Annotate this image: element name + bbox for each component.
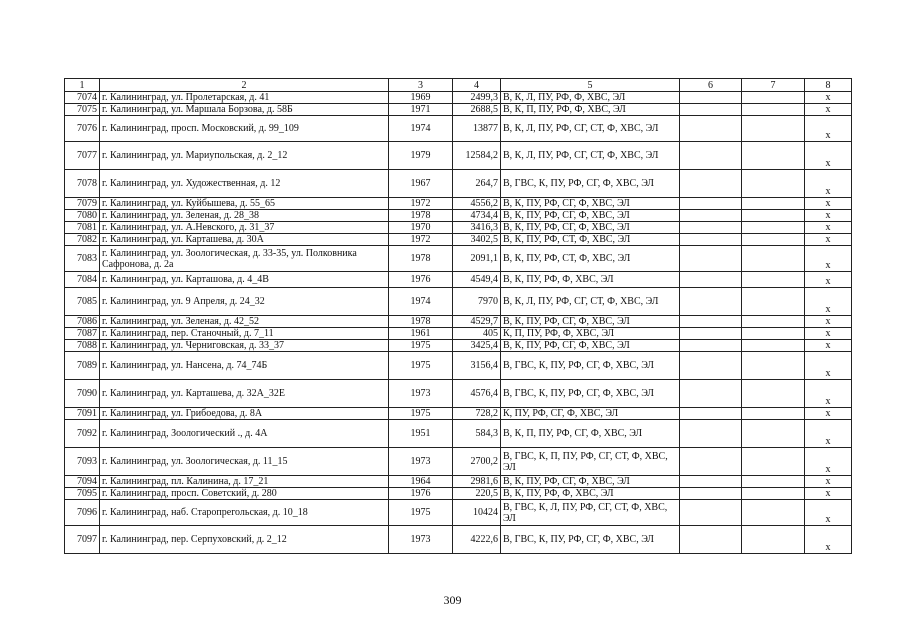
column-7-cell <box>742 104 805 116</box>
address-cell: г. Калининград, ул. Зоологическая, д. 33-35, ул. Полковника Сафронова, д. 2а <box>100 246 389 272</box>
column-7-cell <box>742 234 805 246</box>
table-row <box>65 352 852 380</box>
area-cell: 405 <box>453 328 501 340</box>
column-6-cell <box>680 246 742 272</box>
address-cell: г. Калининград, ул. Куйбышева, д. 55_65 <box>100 198 389 210</box>
address-cell: г. Калининград, ул. Зоологическая, д. 11_15 <box>100 448 389 476</box>
address-cell: г. Калининград, ул. Черниговская, д. 33_37 <box>100 340 389 352</box>
mark-x-cell: х <box>805 116 852 142</box>
table-row <box>65 380 852 408</box>
column-6-cell <box>680 198 742 210</box>
row-number-cell: 7078 <box>65 170 100 198</box>
build-year-cell: 1978 <box>389 246 453 272</box>
build-year-cell: 1978 <box>389 316 453 328</box>
area-cell: 2700,2 <box>453 448 501 476</box>
row-number-cell: 7084 <box>65 272 100 288</box>
mark-x-cell: х <box>805 198 852 210</box>
address-cell: г. Калининград, просп. Советский, д. 280 <box>100 488 389 500</box>
build-year-cell: 1978 <box>389 210 453 222</box>
mark-x-cell: х <box>805 380 852 408</box>
build-year-cell: 1974 <box>389 288 453 316</box>
table-row <box>65 234 852 246</box>
build-year-cell: 1967 <box>389 170 453 198</box>
mark-x-cell: х <box>805 210 852 222</box>
row-number-cell: 7074 <box>65 92 100 104</box>
table-row <box>65 198 852 210</box>
row-number-cell: 7093 <box>65 448 100 476</box>
header-cell: 1 <box>65 79 100 92</box>
mark-x-cell: х <box>805 352 852 380</box>
address-cell: г. Калининград, ул. Художественная, д. 12 <box>100 170 389 198</box>
area-cell: 3416,3 <box>453 222 501 234</box>
build-year-cell: 1969 <box>389 92 453 104</box>
area-cell: 4549,4 <box>453 272 501 288</box>
table-row <box>65 328 852 340</box>
address-cell: г. Калининград, пер. Станочный, д. 7_11 <box>100 328 389 340</box>
address-cell: г. Калининград, наб. Старопрегольская, д. 10_18 <box>100 500 389 526</box>
area-cell: 584,3 <box>453 420 501 448</box>
table-row <box>65 246 852 272</box>
address-cell: г. Калининград, Зоологический ., д. 4А <box>100 420 389 448</box>
build-year-cell: 1975 <box>389 352 453 380</box>
area-cell: 264,7 <box>453 170 501 198</box>
column-7-cell <box>742 448 805 476</box>
build-year-cell: 1951 <box>389 420 453 448</box>
column-6-cell <box>680 170 742 198</box>
column-6-cell <box>680 234 742 246</box>
mark-x-cell: х <box>805 526 852 554</box>
column-6-cell <box>680 288 742 316</box>
elements-list-cell: В, К, П, ПУ, РФ, Ф, ХВС, ЭЛ <box>501 104 680 116</box>
column-6-cell <box>680 448 742 476</box>
row-number-cell: 7085 <box>65 288 100 316</box>
address-cell: г. Калининград, ул. Нансена, д. 74_74Б <box>100 352 389 380</box>
elements-list-cell: В, ГВС, К, П, ПУ, РФ, СГ, СТ, Ф, ХВС, ЭЛ <box>501 448 680 476</box>
mark-x-cell: х <box>805 288 852 316</box>
row-number-cell: 7077 <box>65 142 100 170</box>
row-number-cell: 7079 <box>65 198 100 210</box>
header-row <box>65 79 852 92</box>
mark-x-cell: х <box>805 328 852 340</box>
build-year-cell: 1979 <box>389 142 453 170</box>
build-year-cell: 1973 <box>389 526 453 554</box>
column-7-cell <box>742 222 805 234</box>
elements-list-cell: В, К, ПУ, РФ, СГ, Ф, ХВС, ЭЛ <box>501 340 680 352</box>
table-row <box>65 104 852 116</box>
area-cell: 4734,4 <box>453 210 501 222</box>
build-year-cell: 1973 <box>389 380 453 408</box>
header-cell: 4 <box>453 79 501 92</box>
row-number-cell: 7097 <box>65 526 100 554</box>
column-7-cell <box>742 380 805 408</box>
mark-x-cell: х <box>805 92 852 104</box>
mark-x-cell: х <box>805 246 852 272</box>
mark-x-cell: х <box>805 500 852 526</box>
table-row <box>65 142 852 170</box>
build-year-cell: 1964 <box>389 476 453 488</box>
column-6-cell <box>680 210 742 222</box>
build-year-cell: 1976 <box>389 272 453 288</box>
column-6-cell <box>680 340 742 352</box>
build-year-cell: 1975 <box>389 340 453 352</box>
elements-list-cell: К, ПУ, РФ, СГ, Ф, ХВС, ЭЛ <box>501 408 680 420</box>
column-7-cell <box>742 198 805 210</box>
elements-list-cell: В, К, ПУ, РФ, СТ, Ф, ХВС, ЭЛ <box>501 246 680 272</box>
area-cell: 4529,7 <box>453 316 501 328</box>
elements-list-cell: В, ГВС, К, ПУ, РФ, СГ, Ф, ХВС, ЭЛ <box>501 526 680 554</box>
mark-x-cell: х <box>805 340 852 352</box>
table-row <box>65 526 852 554</box>
column-6-cell <box>680 380 742 408</box>
address-cell: г. Калининград, ул. Карташова, д. 4_4В <box>100 272 389 288</box>
elements-list-cell: К, П, ПУ, РФ, Ф, ХВС, ЭЛ <box>501 328 680 340</box>
elements-list-cell: В, ГВС, К, ПУ, РФ, СГ, Ф, ХВС, ЭЛ <box>501 380 680 408</box>
mark-x-cell: х <box>805 420 852 448</box>
area-cell: 2688,5 <box>453 104 501 116</box>
address-cell: г. Калининград, ул. Зеленая, д. 28_38 <box>100 210 389 222</box>
elements-list-cell: В, К, ПУ, РФ, СГ, Ф, ХВС, ЭЛ <box>501 222 680 234</box>
column-6-cell <box>680 116 742 142</box>
build-year-cell: 1975 <box>389 500 453 526</box>
row-number-cell: 7082 <box>65 234 100 246</box>
elements-list-cell: В, ГВС, К, ПУ, РФ, СГ, Ф, ХВС, ЭЛ <box>501 170 680 198</box>
column-7-cell <box>742 272 805 288</box>
column-7-cell <box>742 500 805 526</box>
elements-list-cell: В, К, ПУ, РФ, СГ, Ф, ХВС, ЭЛ <box>501 210 680 222</box>
area-cell: 12584,2 <box>453 142 501 170</box>
table-row <box>65 116 852 142</box>
area-cell: 2091,1 <box>453 246 501 272</box>
elements-list-cell: В, ГВС, К, Л, ПУ, РФ, СГ, СТ, Ф, ХВС, ЭЛ <box>501 500 680 526</box>
address-cell: г. Калининград, пл. Калинина, д. 17_21 <box>100 476 389 488</box>
table-row <box>65 92 852 104</box>
table-row <box>65 420 852 448</box>
row-number-cell: 7090 <box>65 380 100 408</box>
mark-x-cell: х <box>805 488 852 500</box>
table-row <box>65 408 852 420</box>
address-cell: г. Калининград, ул. А.Невского, д. 31_37 <box>100 222 389 234</box>
elements-list-cell: В, К, Л, ПУ, РФ, СГ, СТ, Ф, ХВС, ЭЛ <box>501 142 680 170</box>
row-number-cell: 7089 <box>65 352 100 380</box>
column-6-cell <box>680 420 742 448</box>
table-row <box>65 448 852 476</box>
address-cell: г. Калининград, ул. 9 Апреля, д. 24_32 <box>100 288 389 316</box>
row-number-cell: 7088 <box>65 340 100 352</box>
row-number-cell: 7083 <box>65 246 100 272</box>
column-6-cell <box>680 92 742 104</box>
build-year-cell: 1961 <box>389 328 453 340</box>
row-number-cell: 7096 <box>65 500 100 526</box>
elements-list-cell: В, К, ПУ, РФ, СГ, Ф, ХВС, ЭЛ <box>501 316 680 328</box>
address-cell: г. Калининград, просп. Московский, д. 99_109 <box>100 116 389 142</box>
area-cell: 13877 <box>453 116 501 142</box>
address-cell: г. Калининград, ул. Карташева, д. 30А <box>100 234 389 246</box>
mark-x-cell: х <box>805 234 852 246</box>
column-7-cell <box>742 328 805 340</box>
header-cell: 7 <box>742 79 805 92</box>
elements-list-cell: В, К, Л, ПУ, РФ, Ф, ХВС, ЭЛ <box>501 92 680 104</box>
build-year-cell: 1976 <box>389 488 453 500</box>
header-cell: 8 <box>805 79 852 92</box>
column-7-cell <box>742 246 805 272</box>
address-cell: г. Калининград, ул. Зеленая, д. 42_52 <box>100 316 389 328</box>
area-cell: 3156,4 <box>453 352 501 380</box>
column-7-cell <box>742 476 805 488</box>
area-cell: 4556,2 <box>453 198 501 210</box>
address-cell: г. Калининград, ул. Мариупольская, д. 2_12 <box>100 142 389 170</box>
build-year-cell: 1970 <box>389 222 453 234</box>
column-7-cell <box>742 420 805 448</box>
column-7-cell <box>742 526 805 554</box>
area-cell: 728,2 <box>453 408 501 420</box>
column-7-cell <box>742 316 805 328</box>
row-number-cell: 7076 <box>65 116 100 142</box>
elements-list-cell: В, ГВС, К, ПУ, РФ, СГ, Ф, ХВС, ЭЛ <box>501 352 680 380</box>
column-7-cell <box>742 92 805 104</box>
row-number-cell: 7091 <box>65 408 100 420</box>
table-row <box>65 316 852 328</box>
mark-x-cell: х <box>805 222 852 234</box>
table-row <box>65 222 852 234</box>
row-number-cell: 7092 <box>65 420 100 448</box>
area-cell: 2981,6 <box>453 476 501 488</box>
elements-list-cell: В, К, П, ПУ, РФ, СГ, Ф, ХВС, ЭЛ <box>501 420 680 448</box>
column-6-cell <box>680 476 742 488</box>
column-6-cell <box>680 352 742 380</box>
area-cell: 3402,5 <box>453 234 501 246</box>
register-table <box>64 78 852 554</box>
build-year-cell: 1975 <box>389 408 453 420</box>
area-cell: 10424 <box>453 500 501 526</box>
column-6-cell <box>680 142 742 170</box>
elements-list-cell: В, К, ПУ, РФ, СТ, Ф, ХВС, ЭЛ <box>501 234 680 246</box>
build-year-cell: 1972 <box>389 234 453 246</box>
area-cell: 4222,6 <box>453 526 501 554</box>
mark-x-cell: х <box>805 448 852 476</box>
header-cell: 6 <box>680 79 742 92</box>
row-number-cell: 7087 <box>65 328 100 340</box>
elements-list-cell: В, К, ПУ, РФ, СГ, Ф, ХВС, ЭЛ <box>501 476 680 488</box>
column-7-cell <box>742 210 805 222</box>
column-7-cell <box>742 116 805 142</box>
header-cell: 2 <box>100 79 389 92</box>
area-cell: 7970 <box>453 288 501 316</box>
build-year-cell: 1974 <box>389 116 453 142</box>
column-7-cell <box>742 352 805 380</box>
row-number-cell: 7095 <box>65 488 100 500</box>
mark-x-cell: х <box>805 104 852 116</box>
area-cell: 220,5 <box>453 488 501 500</box>
table-row <box>65 210 852 222</box>
column-6-cell <box>680 316 742 328</box>
elements-list-cell: В, К, Л, ПУ, РФ, СГ, СТ, Ф, ХВС, ЭЛ <box>501 288 680 316</box>
column-7-cell <box>742 488 805 500</box>
table-row <box>65 488 852 500</box>
table-row <box>65 170 852 198</box>
column-6-cell <box>680 408 742 420</box>
mark-x-cell: х <box>805 316 852 328</box>
mark-x-cell: х <box>805 408 852 420</box>
mark-x-cell: х <box>805 170 852 198</box>
area-cell: 3425,4 <box>453 340 501 352</box>
column-7-cell <box>742 408 805 420</box>
column-7-cell <box>742 142 805 170</box>
address-cell: г. Калининград, ул. Пролетарская, д. 41 <box>100 92 389 104</box>
column-6-cell <box>680 104 742 116</box>
column-6-cell <box>680 328 742 340</box>
column-7-cell <box>742 288 805 316</box>
header-cell: 3 <box>389 79 453 92</box>
column-7-cell <box>742 170 805 198</box>
address-cell: г. Калининград, ул. Карташева, д. 32А_32Е <box>100 380 389 408</box>
address-cell: г. Калининград, ул. Маршала Борзова, д. 58Б <box>100 104 389 116</box>
row-number-cell: 7094 <box>65 476 100 488</box>
column-6-cell <box>680 222 742 234</box>
mark-x-cell: х <box>805 142 852 170</box>
column-6-cell <box>680 272 742 288</box>
elements-list-cell: В, К, Л, ПУ, РФ, СГ, СТ, Ф, ХВС, ЭЛ <box>501 116 680 142</box>
build-year-cell: 1971 <box>389 104 453 116</box>
address-cell: г. Калининград, ул. Грибоедова, д. 8А <box>100 408 389 420</box>
elements-list-cell: В, К, ПУ, РФ, Ф, ХВС, ЭЛ <box>501 488 680 500</box>
row-number-cell: 7080 <box>65 210 100 222</box>
elements-list-cell: В, К, ПУ, РФ, Ф, ХВС, ЭЛ <box>501 272 680 288</box>
table-row <box>65 272 852 288</box>
area-cell: 2499,3 <box>453 92 501 104</box>
table-row <box>65 340 852 352</box>
mark-x-cell: х <box>805 272 852 288</box>
address-cell: г. Калининград, пер. Серпуховский, д. 2_12 <box>100 526 389 554</box>
column-6-cell <box>680 500 742 526</box>
mark-x-cell: х <box>805 476 852 488</box>
column-6-cell <box>680 488 742 500</box>
column-6-cell <box>680 526 742 554</box>
table-row <box>65 288 852 316</box>
table-row <box>65 500 852 526</box>
column-7-cell <box>742 340 805 352</box>
elements-list-cell: В, К, ПУ, РФ, СГ, Ф, ХВС, ЭЛ <box>501 198 680 210</box>
area-cell: 4576,4 <box>453 380 501 408</box>
build-year-cell: 1973 <box>389 448 453 476</box>
table-row <box>65 476 852 488</box>
build-year-cell: 1972 <box>389 198 453 210</box>
header-cell: 5 <box>501 79 680 92</box>
row-number-cell: 7075 <box>65 104 100 116</box>
row-number-cell: 7086 <box>65 316 100 328</box>
row-number-cell: 7081 <box>65 222 100 234</box>
page-number: 309 <box>443 593 462 607</box>
